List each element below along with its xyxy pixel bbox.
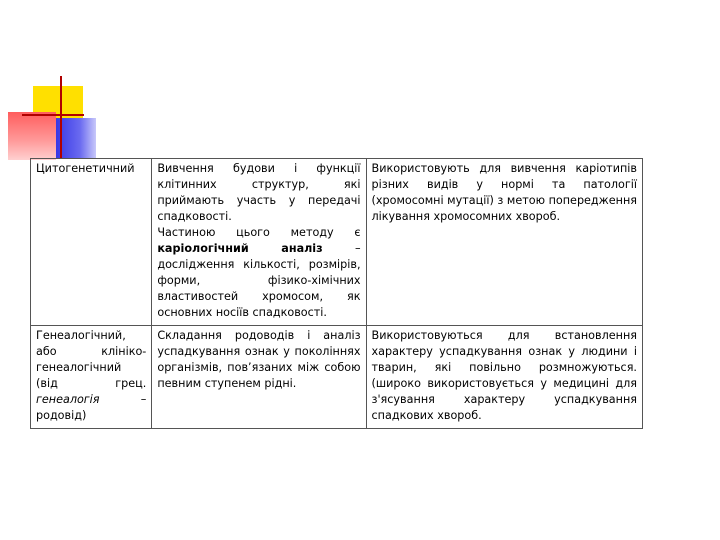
description-cell: [152, 159, 366, 326]
method-prefix: Генеалогічний, або клініко-генеалогічний (від грец.: [36, 329, 147, 390]
method-cell: [31, 326, 152, 429]
karyological-analysis-term: каріологічний аналіз: [157, 242, 323, 255]
table-row: [31, 326, 643, 429]
description-text: Вивчення будови і функції клітинних структур, які приймають участь у передачі спадковості.: [157, 162, 361, 223]
method-suffix: – родовід): [36, 393, 147, 422]
method-greek-term: генеалогія: [36, 393, 100, 406]
decor-vertical-line: [60, 76, 62, 159]
usage-text: Використовуються для встановлення характеру успадкування ознак у людини і тварин, які повільно розмножуються. (широко використовується у медицині для з'ясування характеру успадкування спадкових хвороб.: [371, 329, 637, 422]
description-prefix: Частиною цього методу є: [157, 226, 361, 239]
description-cell: [152, 326, 366, 429]
table-row: [31, 159, 643, 326]
usage-cell: [366, 159, 642, 326]
decor-blue-square: [56, 118, 96, 158]
description-text: Складання родоводів і аналіз успадкування ознак у поколіннях організмів, пов’язаних між собою певним ступенем рідні.: [157, 329, 361, 390]
usage-cell: [366, 326, 642, 429]
usage-text: Використовують для вивчення каріотипів різних видів у нормі та патології (хромосомні мутації) з метою попередження лікування хромосомних хвороб.: [371, 162, 637, 223]
method-name: Цитогенетичний: [36, 162, 135, 175]
methods-table: [30, 158, 643, 429]
decor-red-square: [8, 112, 56, 160]
decor-horizontal-line: [22, 114, 84, 116]
method-name: [36, 328, 146, 424]
description-suffix: – дослідження кількості, розмірів, форми, фізико-хімічних властивостей хромосом, як основних носіїв спадковості.: [157, 242, 361, 319]
description-text-2: [157, 225, 360, 321]
method-cell: [31, 159, 152, 326]
